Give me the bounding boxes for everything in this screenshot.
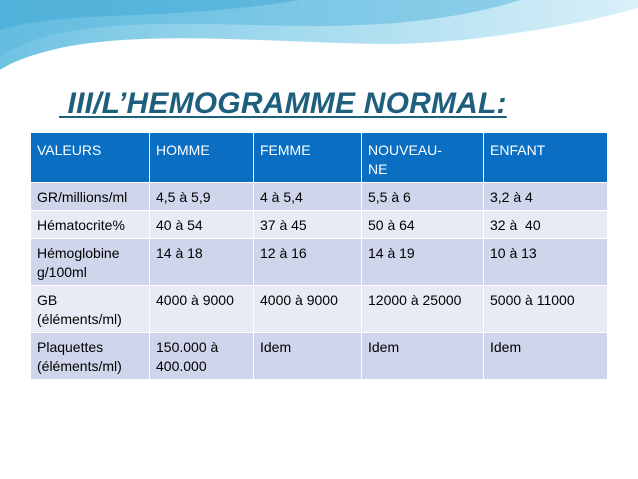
cell-label: GR/millions/ml	[31, 183, 150, 211]
cell-value: 4 à 5,4	[254, 183, 362, 211]
cell-value: 50 à 64	[362, 211, 484, 239]
cell-value: 12000 à 25000	[362, 286, 484, 333]
cell-value: 14 à 18	[150, 239, 254, 286]
cell-label: GB (éléments/ml)	[31, 286, 150, 333]
cell-value: 37 à 45	[254, 211, 362, 239]
cell-value: 32 à 40	[484, 211, 608, 239]
cell-value: 5000 à 11000	[484, 286, 608, 333]
cell-value: 3,2 à 4	[484, 183, 608, 211]
decorative-wave-banner	[0, 0, 638, 80]
table-row	[31, 333, 608, 380]
header-homme: HOMME	[150, 133, 254, 183]
table-row	[31, 183, 608, 211]
header-valeurs: VALEURS	[31, 133, 150, 183]
header-nouveau-ne: NOUVEAU- NE	[362, 133, 484, 183]
hemogram-table	[30, 132, 608, 380]
cell-value: 40 à 54	[150, 211, 254, 239]
header-femme: FEMME	[254, 133, 362, 183]
table-row	[31, 239, 608, 286]
cell-label: Hémoglobine g/100ml	[31, 239, 150, 286]
cell-value: 4000 à 9000	[150, 286, 254, 333]
cell-value: 14 à 19	[362, 239, 484, 286]
cell-value: 4000 à 9000	[254, 286, 362, 333]
cell-label: Plaquettes (éléments/ml)	[31, 333, 150, 380]
slide-title: III/L’HEMOGRAMME NORMAL:	[59, 87, 507, 120]
cell-label: Hématocrite%	[31, 211, 150, 239]
cell-value: Idem	[254, 333, 362, 380]
cell-value: 4,5 à 5,9	[150, 183, 254, 211]
cell-value: Idem	[484, 333, 608, 380]
table-row	[31, 286, 608, 333]
cell-value: 10 à 13	[484, 239, 608, 286]
cell-value: 12 à 16	[254, 239, 362, 286]
table-row	[31, 211, 608, 239]
cell-value: 150.000 à 400.000	[150, 333, 254, 380]
cell-value: Idem	[362, 333, 484, 380]
cell-value: 5,5 à 6	[362, 183, 484, 211]
header-enfant: ENFANT	[484, 133, 608, 183]
table-header-row	[31, 133, 608, 183]
